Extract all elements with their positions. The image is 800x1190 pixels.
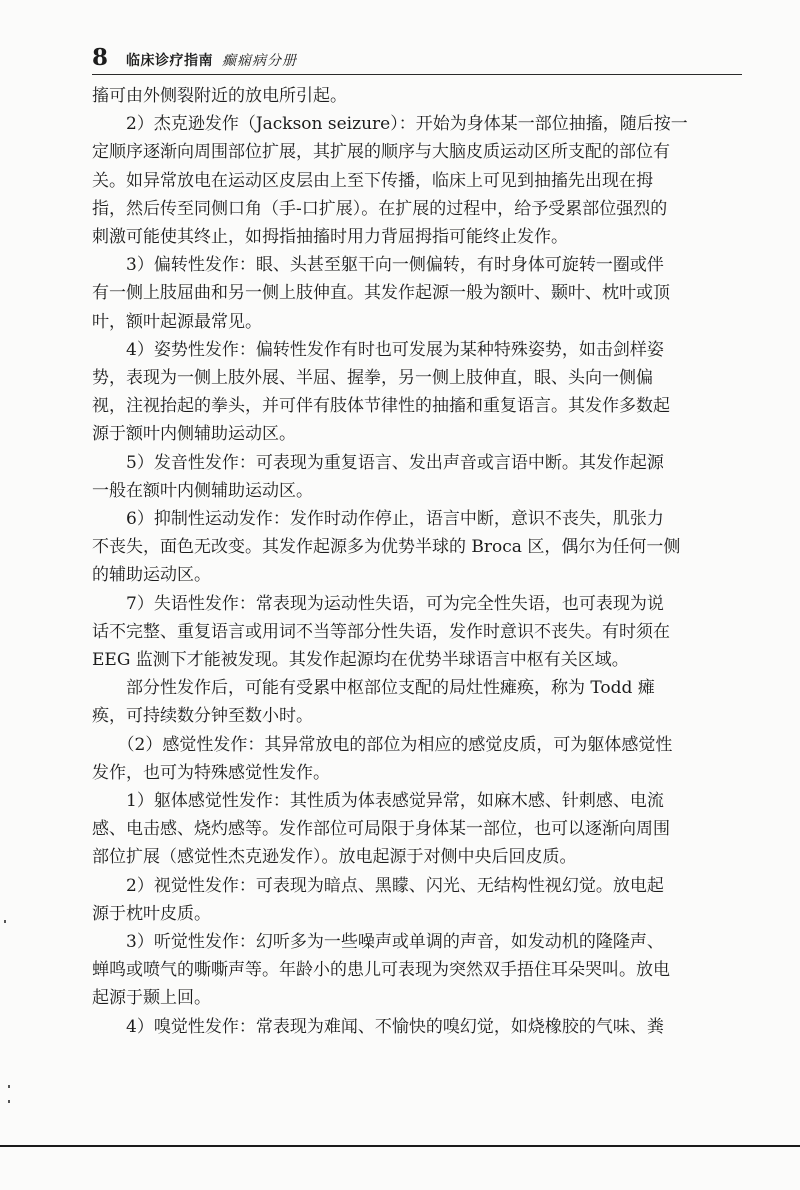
- text-line: 视，注视抬起的拳头，并可伴有肢体节律性的抽搐和重复语言。其发作多数起: [92, 396, 670, 417]
- text-line: 一般在额叶内侧辅助运动区。: [92, 480, 313, 501]
- text-line: 1）躯体感觉性发作：其性质为体表感觉异常，如麻木感、针刺感、电流: [92, 791, 664, 811]
- scan-speck: [4, 920, 6, 923]
- text-line: （2）感觉性发作：其异常放电的部位为相应的感觉皮质，可为躯体感觉性: [92, 734, 673, 755]
- text-line: 3）听觉性发作：幻听多为一些噪声或单调的声音，如发动机的隆隆声、: [92, 932, 664, 952]
- footer-rule: [0, 1145, 800, 1147]
- running-title: 临床诊疗指南: [126, 53, 213, 69]
- text-line: 搐可由外侧裂附近的放电所引起。: [92, 86, 347, 106]
- text-line: 4）嗅觉性发作：常表现为难闻、不愉快的嗅幻觉，如烧橡胶的气味、粪: [92, 1016, 664, 1037]
- text-line: 6）抑制性运动发作：发作时动作停止，语言中断，意识不丧失，肌张力: [92, 509, 664, 529]
- text-line: 刺激可能使其终止，如拇指抽搐时用力背屈拇指可能终止发作。: [92, 227, 568, 247]
- text-line: 7）失语性发作：常表现为运动性失语，可为完全性失语，也可表现为说: [92, 593, 664, 614]
- text-line: 话不完整、重复语言或用词不当等部分性失语，发作时意识不丧失。有时须在: [92, 621, 670, 642]
- text-line: 源于枕叶皮质。: [92, 903, 211, 924]
- text-line: 有一侧上肢屈曲和另一侧上肢伸直。其发作起源一般为额叶、颞叶、枕叶或顶: [92, 283, 670, 304]
- text-line: 定顺序逐渐向周围部位扩展，其扩展的顺序与大脑皮质运动区所支配的部位有: [92, 142, 670, 163]
- running-subtitle: 癫痫病分册: [222, 53, 297, 69]
- text-line: 关。如异常放电在运动区皮层由上至下传播，临床上可见到抽搐先出现在拇: [92, 170, 653, 191]
- text-line: 不丧失，面色无改变。其发作起源多为优势半球的 Broca 区，偶尔为任何一侧: [92, 537, 681, 558]
- text-line: 的辅助运动区。: [92, 565, 211, 586]
- text-line: 2）视觉性发作：可表现为暗点、黑矇、闪光、无结构性视幻觉。放电起: [92, 875, 664, 896]
- text-line: 指，然后传至同侧口角（手-口扩展）。在扩展的过程中，给予受累部位强烈的: [92, 198, 668, 219]
- text-line: 源于额叶内侧辅助运动区。: [92, 424, 296, 445]
- text-line: 势，表现为一侧上肢外展、半屈、握拳，另一侧上肢伸直，眼、头向一侧偏: [92, 368, 653, 388]
- text-line: EEG 监测下才能被发现。其发作起源均在优势半球语言中枢有关区域。: [92, 650, 629, 670]
- text-line: 叶，额叶起源最常见。: [92, 311, 262, 332]
- text-line: 部位扩展（感觉性杰克逊发作）。放电起源于对侧中央后回皮质。: [92, 847, 577, 868]
- text-line: 感、电击感、烧灼感等。发作部位可局限于身体某一部位，也可以逐渐向周围: [92, 819, 670, 840]
- text-line: 部分性发作后，可能有受累中枢部位支配的局灶性瘫痪，称为 Todd 瘫: [92, 678, 655, 699]
- scan-speck: [8, 1100, 10, 1103]
- text-line: 蝉鸣或喷气的嘶嘶声等。年龄小的患儿可表现为突然双手捂住耳朵哭叫。放电: [92, 960, 670, 981]
- text-line: 发作，也可为特殊感觉性发作。: [92, 762, 330, 783]
- running-header: [92, 44, 742, 75]
- text-line: 痪，可持续数分钟至数小时。: [92, 706, 313, 727]
- scan-speck: [8, 1085, 10, 1088]
- text-line: 3）偏转性发作：眼、头甚至躯干向一侧偏转，有时身体可旋转一圈或伴: [92, 255, 664, 276]
- text-line: 起源于颞上回。: [92, 988, 211, 1009]
- text-line: 5）发音性发作：可表现为重复语言、发出声音或言语中断。其发作起源: [92, 452, 664, 473]
- page-number: 8: [92, 44, 109, 71]
- text-line: 4）姿势性发作：偏转性发作有时也可发展为某种特殊姿势，如击剑样姿: [92, 339, 664, 360]
- text-line: 2）杰克逊发作（Jackson seizure）：开始为身体某一部位抽搐，随后按一: [92, 114, 688, 135]
